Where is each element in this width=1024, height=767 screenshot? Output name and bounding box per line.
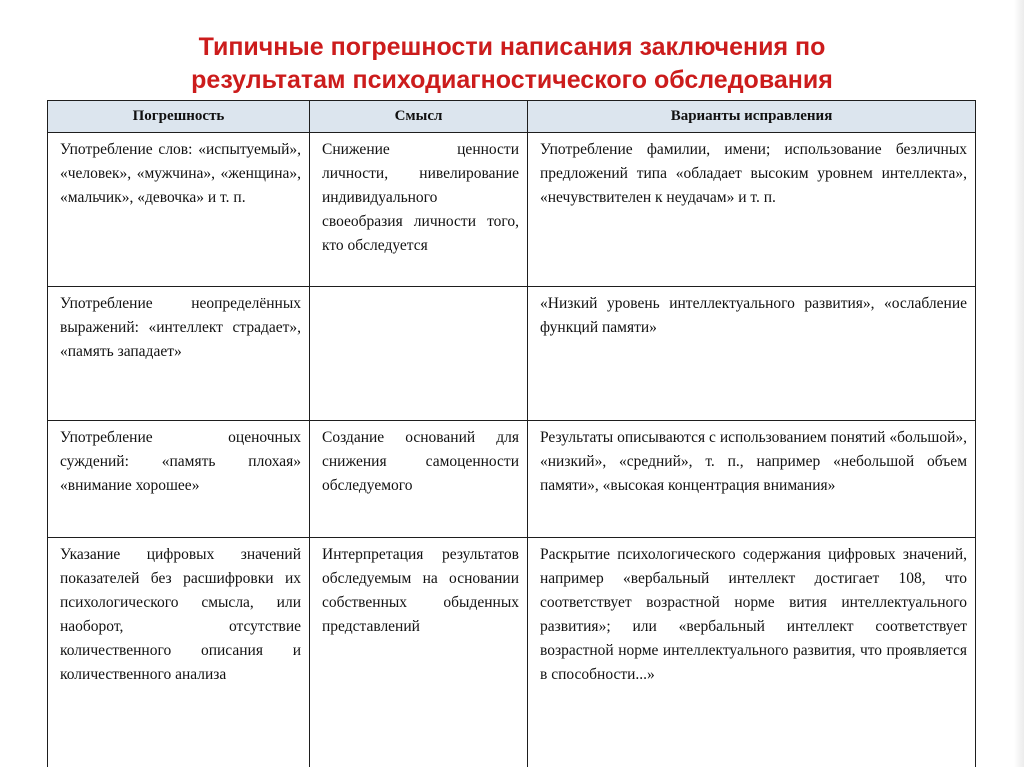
cell-error-text: Употребление неопределённых выражений: «интеллект страдает», «память западает» [60, 295, 301, 360]
table-row [48, 287, 976, 421]
cell-correction-text: Раскрытие психологического содержания цифровых значений, например «вербальный интеллект достигает 108, что соответствует возрастной норме вития интеллектуального развития»; или «вербальный интеллект соответствует возрастной норме интеллектуального развития, что проявляется в способности...» [540, 546, 967, 683]
cell-error-text: Употребление оценочных суждений: «память плохая» «внимание хорошее» [60, 429, 301, 494]
header-correction: Варианты исправления [528, 101, 976, 133]
cell-meaning-text: Снижение ценности личности, нивелирование индивидуального своеобразия личности того, кто обследуется [322, 141, 519, 254]
title-line-2: результатам психодиагностического обследования [191, 66, 833, 94]
cell-correction [528, 133, 976, 287]
cell-error-text: Употребление слов: «испытуемый», «человек», «мужчина», «женщина», «мальчик», «девочка» и т. п. [60, 141, 301, 206]
table-row [48, 133, 976, 287]
table-header-row [48, 101, 976, 133]
cell-correction-text: «Низкий уровень интеллектуального развития», «ослабление функций памяти» [540, 295, 967, 336]
cell-correction [528, 287, 976, 421]
cell-meaning [310, 421, 528, 538]
cell-error [48, 287, 310, 421]
cell-error [48, 538, 310, 767]
cell-correction [528, 538, 976, 767]
cell-correction [528, 421, 976, 538]
cell-meaning-text: Интерпретация результатов обследуемым на основании собственных обыденных представлений [322, 546, 519, 635]
cell-correction-text: Употребление фамилии, имени; использование безличных предложений типа «обладает высоким уровнем интеллекта», «нечувствителен к неудачам» и т. п. [540, 141, 967, 206]
title-line-1: Типичные погрешности написания заключения по [198, 33, 826, 61]
cell-meaning-text: Создание оснований для снижения самоценности обследуемого [322, 429, 519, 494]
table-row [48, 421, 976, 538]
cell-meaning [310, 538, 528, 767]
slide-edge-shadow [1014, 0, 1024, 767]
page-title [40, 31, 984, 97]
errors-table [47, 100, 976, 767]
cell-error [48, 133, 310, 287]
header-meaning: Смысл [310, 101, 528, 133]
cell-meaning [310, 133, 528, 287]
cell-error-text: Указание цифровых значений показателей без расшифровки их психологического смысла, или наоборот, отсутствие количественного описания и количественного анализа [60, 546, 301, 683]
cell-correction-text: Результаты описываются с использованием понятий «большой», «низкий», «средний», т. п., например «небольшой объем памяти», «высокая концентрация внимания» [540, 429, 967, 494]
cell-error [48, 421, 310, 538]
header-error: Погрешность [48, 101, 310, 133]
cell-meaning [310, 287, 528, 421]
table-row [48, 538, 976, 767]
